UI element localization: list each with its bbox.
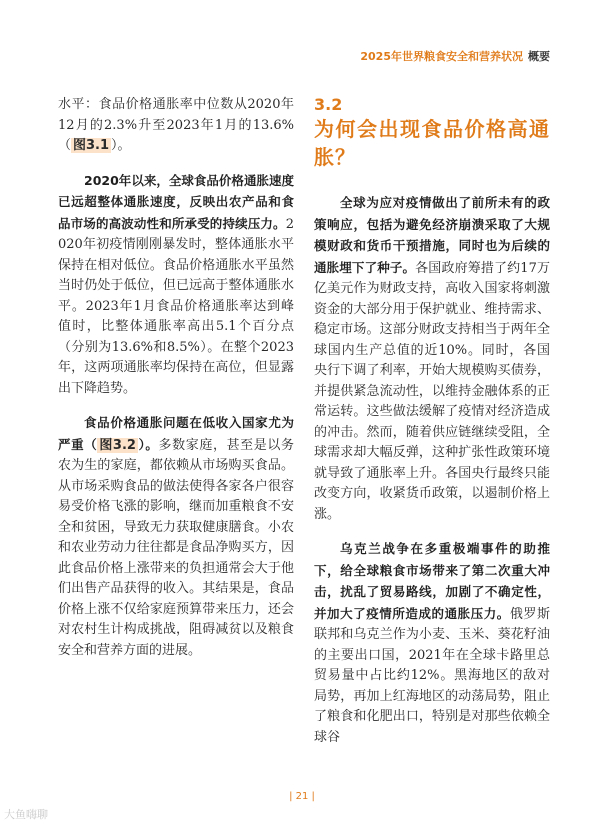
paragraph-3: 食品价格通胀问题在低收入国家尤为严重（ 图3.2 ）。多数家庭，甚至是以务农为生的家庭，都依赖从市场购买食品。从市场采购食品的做法使得各家各户很容易受价格飞涨的影响，继而加重粮食不安全和贫困，导致无力获取健康膳食。小农和农业劳动力往往都是食品净购买方，因此食品价格上涨带来的负担通常会大于他们出售产品获得的收入。其结果是，食品价格上涨不仅给家庭预算带来压力，还会对农村生计构成挑战，阻碍减贫以及粮食安全和营养方面的进展。 — [58, 415, 294, 658]
left-column — [58, 95, 294, 675]
key-finding-text: 乌克兰战争在多重极端事件的助推下，给全球粮食市场带来了第二次重大冲击，扰乱了贸易路线，加剧了不确定性，并加大了疫情所造成的通胀压力。 — [314, 541, 550, 621]
key-finding-text: 食品价格通胀问题在低收入国家尤为严重（ — [58, 415, 294, 452]
figure-link-3-1[interactable]: 图3.1 — [73, 138, 110, 153]
paragraph-2: 2020年以来，全球食品价格通胀速度已远超整体通胀速度，反映出农产品和食品市场的高波动性和所承受的持续压力。2020年初疫情刚刚暴发时，整体通胀水平保持在相对低位。食品价格通胀水平虽然当时仍处于低位，但已远高于整体通胀水平。2023年1月食品价格通胀率达到峰值时，比整体通胀率高出5.1个百分点（分别为13.6%和8.5%）。在整个2023年，这两项通胀率均保持在高位，但显露出下降趋势。 — [58, 172, 294, 396]
key-finding-text: 2020年以来，全球食品价格通胀速度已远超整体通胀速度，反映出农产品和食品市场的高波动性和所承受的持续压力。 — [58, 172, 294, 231]
paragraph-5: 乌克兰战争在多重极端事件的助推下，给全球粮食市场带来了第二次重大冲击，扰乱了贸易路线，加剧了不确定性，并加大了疫情所造成的通胀压力。俄罗斯联邦和乌克兰作为小麦、玉米、葵花籽油的主要出口国，2021年在全球卡路里总贸易量中占比约12%。黑海地区的敌对局势，再加上红海地区的动荡局势，阻止了粮食和化肥出口，特别是对那些依赖全球谷 — [314, 541, 550, 745]
paragraph-1: 水平：食品价格通胀率中位数从2020年12月的2.3%升至2023年1月的13.6%（ 图3.1 ）。 — [58, 97, 294, 153]
report-subtitle: 概要 — [528, 50, 550, 63]
page-number: | 21 | — [289, 791, 315, 802]
running-header — [360, 48, 550, 64]
section-title: 为何会出现食品价格高通胀？ — [314, 117, 550, 169]
section-number: 3.2 — [314, 95, 343, 114]
right-column — [314, 95, 550, 762]
watermark-logo: 大鱼嗨聊 — [4, 808, 48, 821]
figure-link-3-2[interactable]: 图3.2 — [99, 437, 136, 453]
report-title: 2025年世界粮食安全和营养状况 — [360, 50, 523, 63]
key-finding-text: 全球为应对疫情做出了前所未有的政策响应，包括为避免经济崩溃采取了大规模财政和货币干预措施，同时也为后续的通胀埋下了种子。 — [314, 195, 550, 275]
paragraph-4: 全球为应对疫情做出了前所未有的政策响应，包括为避免经济崩溃采取了大规模财政和货币干预措施，同时也为后续的通胀埋下了种子。各国政府筹措了约17万亿美元作为财政支持，高收入国家将刺激资金的大部分用于保护就业、维持需求、稳定市场。这部分财政支持相当于两年全球国内生产总值的近10%。同时，各国央行下调了利率，开始大规模购买债券，并提供紧急流动性，以维持金融体系的正常运转。这些做法缓解了疫情对经济造成的冲击。然而，随着供应链继续受阻，全球需求却大幅反弹，这种扩张性政策环境就导致了通胀率上升。各国央行最终只能改变方向，收紧货币政策，以遏制价格上涨。 — [314, 195, 550, 522]
